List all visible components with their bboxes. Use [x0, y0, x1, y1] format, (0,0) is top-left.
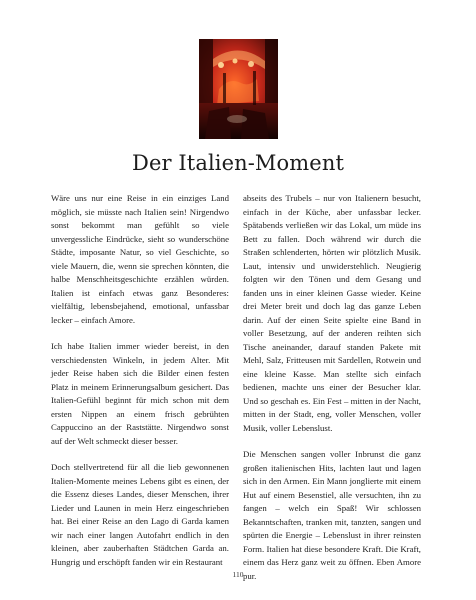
header-photo [199, 39, 278, 139]
page-number: 110 [232, 570, 244, 579]
paragraph: Die Menschen sangen voller Inbrunst die ganz großen italienischen Hits, lachten laut und lagen sich in den Armen. Ein Mann jonglierte mit einem Hut auf einem Besenstiel, alle versuchten, ihn zu fangen – welch ein Spaß! Wir schlossen Bekanntschaften, tranken mit, tanzten, sangen und spürten die Energie – Lebenslust in ihrer reinsten Form. Italien hat diese besondere Kraft. Die Kraft, einem das Herz ganz weit zu öffnen. Eben Amore pur. [243, 449, 421, 581]
paragraph: abseits des Trubels – nur von Italienern besucht, einfach in der Küche, aber unfassbar lecker. Spätabends verließen wir das Lokal, um müde ins Bett zu fallen. Doch während wir durch die Straßen schlenderten, hörten wir plötzlich Musik. Laut, intensiv und unwiderstehlich. Neugierig folgten wir den Tönen und dem Gesang und fanden uns in einer kleinen Gasse wieder. Keine drei Meter breit und doch lag das ganze Leben darin. Auf der einen Seite spielte eine Band in voller Besetzung, auf der anderen reihten sich Tische aneinander, darauf standen Pakete mit Mehl, Salz, Fritteusen mit Sardellen, Rotwein und eine kleine Kasse. Man stellte sich einfach bedienen, machte uns einer der Besucher klar. Und so geschah es. Ein Fest – mitten in der Nacht, mitten in der Stadt, eng, voller Menschen, voller Musik, voller Lebenslust. [243, 193, 421, 433]
paragraph: Wäre uns nur eine Reise in ein einziges Land möglich, sie müsste nach Italien sein! Nirgendwo sonst bekommt man gefühlt so viele unvergessliche Eindrücke, sieht so wunderschöne Städte, imposante Natur, so viel Geschichte, so viele Mauern, die, wenn sie sprechen könnten, die halbe Menschheitsgeschichte erzählen würden. Italien ist einfach etwas ganz Besonderes: vielfältig, lebensbejahend, emotional, unfassbar lecker – einfach Amore. [51, 193, 229, 325]
paragraph: Ich habe Italien immer wieder bereist, in den verschiedensten Winkeln, in jedem Alter. Mit jeder Reise haben sich die Bilder einen festen Platz in meinem Erinnerungsalbum gesichert. Das Italien-Gefühl beginnt für mich schon mit dem ersten Nippen an einem frisch gebrühten Cappuccino an der Raststätte. Nirgendwo sonst auf der Welt schmeckt dieser besser. [51, 341, 229, 446]
text-column-right [243, 192, 421, 596]
text-column-left [51, 192, 229, 582]
paragraph: Doch stellvertretend für all die lieb gewonnenen Italien-Momente meines Lebens gibt es einen, der die Essenz dieses Landes, dieser Menschen, ihrer Lieder und Launen in mein Herz eingeschrieben hat. Bei einer Reise an den Lago di Garda kamen wir nach einer langen Autofahrt endlich in den kleinen, aber zauberhaften Städtchen Garda an. Hungrig und erschöpft fanden wir ein Restaurant [51, 462, 229, 567]
page-title: Der Italien-Moment [132, 151, 344, 175]
restaurant-photo [199, 39, 278, 139]
